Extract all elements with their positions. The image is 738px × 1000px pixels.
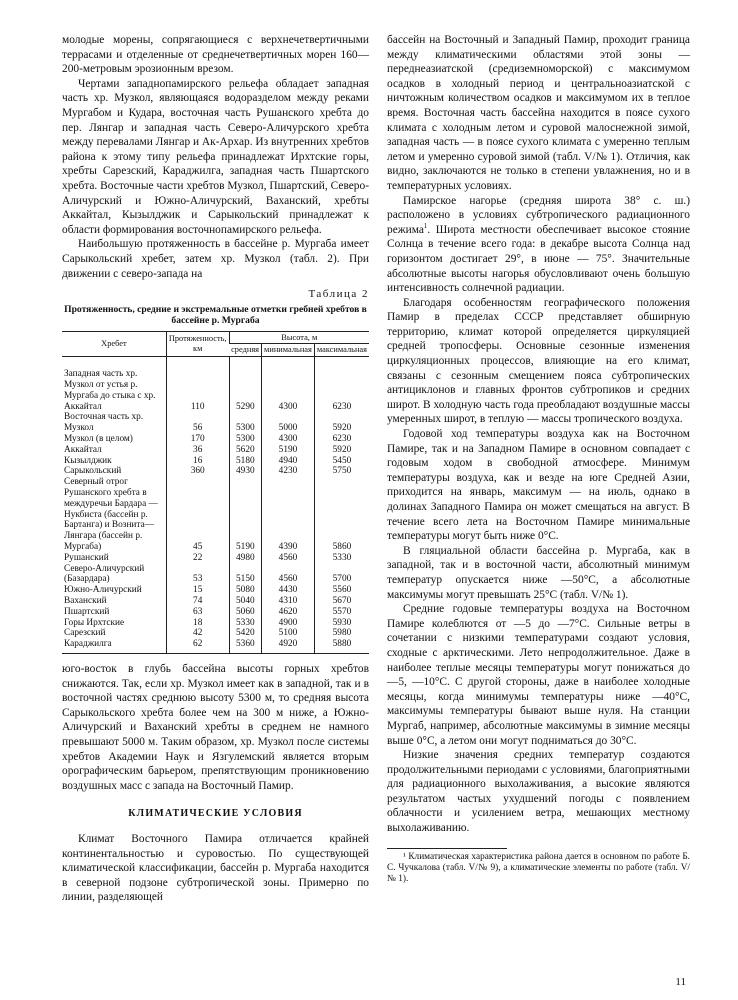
section-heading: КЛИМАТИЧЕСКИЕ УСЛОВИЯ: [128, 808, 303, 820]
page-number: 11: [675, 976, 686, 988]
cell-ridge-name: Южно-Аличурский: [64, 585, 142, 596]
cell-min: 4300: [262, 434, 315, 445]
table-row: [62, 357, 369, 413]
col-header-max: максимальная: [314, 344, 369, 357]
paragraph: Чертами западнопамирского рельефа обладает западная часть хр. Музкол, являющаяся водоразделом между реками Мургабом и Кудара, восточная часть Рушанского хребта до пер. Лянгар и западная часть Северо-Аличурского хребта между перевалами Лянгар и Ак-Архар. Из внутренних хребтов района к этому типу рельефа принадлежат Ирхтские горы, хребты Сарезский, Караджилга, западная часть Пшартского хребта. Восточные части хребтов Музкол, Пшартский, Северо-Аличурский и Южно-Аличурский, Ваханский, хребты Аккайтал, Кызылджик и Сарыкольский принадлежат к области формирования восточнопамирского рельефа.: [62, 77, 369, 236]
cell-length: 36: [166, 445, 229, 456]
cell-max: 5920: [314, 412, 369, 434]
paragraph: бассейн на Восточный и Западный Памир, проходит граница между климатическими областями этой зоны — переднеазиатской (средиземноморской) с максимумом осадков в холодный период и центральноазиатской с ничтожным количеством осадков и максимумом их в теплое время. Восточная часть бассейна находится в поясе сухого климата с холодным летом и суровой малоснежной зимой, западная часть — в поясе сухого климата с умеренно теплым летом и умеренно суровой зимой (табл. V/№ 1). Отличия, как видно, заключаются не только в степени увлажнения, но и в температурных условиях.: [387, 34, 690, 192]
footnote: ¹ Климатическая характеристика района дается в основном по работе Б. С. Чучкалова (табл. V/№ 9), а климатические элементы по работе (табл. V/№ 1).: [387, 851, 690, 884]
cell-max: 6230: [314, 434, 369, 445]
cell-max: 5700: [314, 564, 369, 586]
cell-min: 4430: [262, 585, 315, 596]
cell-mean: 5620: [229, 445, 261, 456]
right-column: [387, 33, 690, 885]
cell-length: 74: [166, 596, 229, 607]
cell-ridge-name: Музкол (в целом): [64, 434, 133, 445]
paragraph: В гляциальной области бассейна р. Мургаба, как в западной, так и в восточной части, абсолютный минимум температур опускается ниже —50°С, а абсолютные максимумы могут превышать 25°С (табл. V/№ 1).: [387, 544, 690, 601]
cell-mean: 5080: [229, 585, 261, 596]
cell-length: 110: [166, 357, 229, 413]
cell-mean: 4930: [229, 466, 261, 477]
table-row: [62, 434, 369, 445]
table-row: [62, 628, 369, 639]
cell-length: 45: [166, 477, 229, 553]
paragraph: Средние годовые температуры воздуха на Восточном Памире колеблются от —5 до —7°С. Сильные ветры в сочетании с низкими температурами создают условия, сходные с арктическими. Лето непродолжительное. Даже в наиболее теплые месяцы температуры могут понижаться до —5, —10°С. С другой стороны, даже в наиболее холодные месяцы, когда минимумы температуры ниже —40°С, максимумы температуры бывают выше нуля. На станции Мургаб, например, абсолютные максимумы в зимние месяцы выше 0°С, а летом они могут подниматься до 30°С.: [387, 603, 690, 747]
paragraph: юго-восток в глубь бассейна высоты горных хребтов снижаются. Так, если хр. Музкол имеет как в западной, так и в восточной частях среднюю высоту 5300 м, то средняя высота Сарыкольского хребта более чем на 300 м ниже, а Южно-Аличурский и Ваханский хребты в среднем не намного превышают 5000 м. Таким образом, хр. Музкол после системы хребтов Академии Наук и Язгулемский является вторым орографическим барьером, препятствующим проникновению воздушных масс с запада на Восточный Памир.: [62, 663, 369, 792]
paragraph: Наибольшую протяженность в бассейне р. Мургаба имеет Сарыкольский хребет, затем хр. Музкол (табл. 2). При движении с северо-запада на: [62, 238, 369, 280]
table-row: [62, 618, 369, 629]
cell-max: 5930: [314, 618, 369, 629]
cell-ridge-name: Караджилга: [62, 639, 166, 653]
paragraph: Годовой ход температуры воздуха как на Восточном Памире, так и на Западном Памире в основном совпадает с годовым ходом в свободной атмосфере. Минимум температуры воздуха, как и везде на юге Средней Азии, приходится на январь, максимум — на июль, однако в долинах Западного Памира он может смещаться на август. В течение всего лета на Восточном Памире минимальные температуры могут быть ниже 0°С.: [387, 428, 690, 543]
cell-mean: 5360: [229, 639, 261, 653]
cell-mean: 5060: [229, 607, 261, 618]
cell-length: 170: [166, 434, 229, 445]
table-row: [62, 466, 369, 477]
cell-mean: 5330: [229, 618, 261, 629]
cell-ridge-name: Пшартский: [64, 606, 110, 617]
cell-ridge-name: Ваханский: [64, 596, 107, 607]
cell-ridge-name: Сарыкольский: [64, 466, 122, 477]
table-row: [62, 639, 369, 653]
cell-length: 15: [166, 585, 229, 596]
cell-min: 4230: [262, 466, 315, 477]
table-row: [62, 445, 369, 456]
cell-max: 5980: [314, 628, 369, 639]
cell-max: 5560: [314, 585, 369, 596]
cell-ridge-name: Северо-Аличурский (Базардара): [64, 563, 145, 585]
cell-mean: 5300: [229, 412, 261, 434]
table-row: [62, 456, 369, 467]
paragraph: [387, 194, 690, 296]
cell-mean: 5180: [229, 456, 261, 467]
col-header-ridge: Хребет: [62, 331, 166, 357]
paragraph: Благодаря особенностям географического положения Памир в пределах СССР представляет обширную территорию, климат которой определяется циркуляцией средней тропосферы. Основные сезонные изменения циркуляционных процессов, влияющие на его климат, связаны с сезонным смещением пояса субтропических антициклонов и главных фронтов субтропиков и средних широт. В холодную часть года преобладают воздушные массы умеренных широт, в теплую — массы тропического воздуха.: [387, 296, 690, 426]
cell-ridge-name: Северный отрог Рушанского хребта в междуречьи Бардара — Нукбиста (бассейн р. Бартанга) и Вознита—Лянгара (бассейн р. Мургаба): [64, 477, 158, 553]
col-header-mean: средняя: [229, 344, 261, 357]
cell-min: 5190: [262, 445, 315, 456]
cell-mean: 5190: [229, 477, 261, 553]
table-row: [62, 607, 369, 618]
cell-min: 4940: [262, 456, 315, 467]
cell-length: 22: [166, 553, 229, 564]
paragraph: Низкие значения средних температур создаются продолжительными периодами с условиями, благоприятными для радиационного выхолаживания, а высокие являются результатом частых ухудшений погоды с появлением облачности и усилением ветра, мешающих местному выхолаживанию.: [387, 749, 690, 835]
cell-ridge-name: Аккайтал: [64, 444, 102, 455]
footnote-rule: [387, 848, 507, 849]
cell-length: 360: [166, 466, 229, 477]
cell-max: 5750: [314, 466, 369, 477]
cell-mean: 5290: [229, 357, 261, 413]
cell-max: 5880: [314, 639, 369, 653]
cell-max: 5330: [314, 553, 369, 564]
table-row: [62, 412, 369, 434]
table-body: [62, 357, 369, 654]
cell-mean: 4980: [229, 553, 261, 564]
ridges-table: [62, 331, 369, 654]
cell-length: 42: [166, 628, 229, 639]
cell-max: 5860: [314, 477, 369, 553]
table-row: [62, 553, 369, 564]
table-row: [62, 564, 369, 586]
table-row: [62, 596, 369, 607]
cell-max: 6230: [314, 357, 369, 413]
paragraph-text: . Широта местности обеспечивает высокое стояние Солнца в течение всего года: в декабре высота Солнца над горизонтом достигает 29°, в июне — 75°. Значительные абсолютные высоты нагорья обусловливают очень большую интенсивность солнечной радиации.: [387, 223, 690, 295]
cell-length: 16: [166, 456, 229, 467]
cell-min: 4920: [262, 639, 315, 653]
cell-ridge-name: Кызылджик: [64, 455, 112, 466]
cell-min: 4560: [262, 564, 315, 586]
col-header-min: минимальная: [262, 344, 315, 357]
table-row: [62, 585, 369, 596]
cell-max: 5670: [314, 596, 369, 607]
cell-ridge-name: Восточная часть хр. Музкол: [64, 412, 144, 434]
table-label: Таблица 2: [308, 288, 369, 301]
cell-length: 56: [166, 412, 229, 434]
cell-min: 4310: [262, 596, 315, 607]
cell-length: 62: [166, 639, 229, 653]
table-title: Протяженность, средние и экстремальные отметки гребней хребтов в бассейне р. Мургаба: [64, 303, 367, 327]
cell-min: 5100: [262, 628, 315, 639]
cell-min: 4620: [262, 607, 315, 618]
cell-min: 5000: [262, 412, 315, 434]
paragraph-text: Памирское нагорье (средняя широта 38° с. ш.) расположено в условиях субтропического радиационного режима: [387, 194, 690, 236]
table-row: [62, 477, 369, 553]
cell-max: 5570: [314, 607, 369, 618]
cell-mean: 5420: [229, 628, 261, 639]
cell-length: 18: [166, 618, 229, 629]
footnote-ref: 1: [423, 221, 428, 230]
cell-length: 53: [166, 564, 229, 586]
cell-mean: 5300: [229, 434, 261, 445]
cell-ridge-name: Рушанский: [64, 552, 109, 563]
cell-min: 4390: [262, 477, 315, 553]
cell-max: 5450: [314, 456, 369, 467]
cell-min: 4900: [262, 618, 315, 629]
cell-mean: 5150: [229, 564, 261, 586]
paragraph: молодые морены, сопрягающиеся с верхнечетвертичными террасами и отделенные от среднечетвертичных морен 160—200-метровым эрозионным врезом.: [62, 34, 369, 76]
cell-ridge-name: Западная часть хр. Музкол от устья р. Мургаба до стыка с хр. Аккайтал: [64, 369, 156, 412]
cell-ridge-name: Сарезский: [64, 628, 106, 639]
cell-min: 4560: [262, 553, 315, 564]
cell-length: 63: [166, 607, 229, 618]
paragraph: Климат Восточного Памира отличается крайней континентальностью и суровостью. По существующей климатической классификации, бассейн р. Мургаба находится в северной подзоне субтропической зоны. Примерно по линии, разделяющей: [62, 832, 369, 904]
cell-max: 5920: [314, 445, 369, 456]
cell-mean: 5040: [229, 596, 261, 607]
col-header-height: Высота, м: [229, 331, 369, 344]
cell-min: 4300: [262, 357, 315, 413]
col-header-length: Протяженность, км: [166, 331, 229, 357]
cell-ridge-name: Горы Ирхтские: [64, 617, 125, 628]
left-column: [62, 33, 369, 905]
